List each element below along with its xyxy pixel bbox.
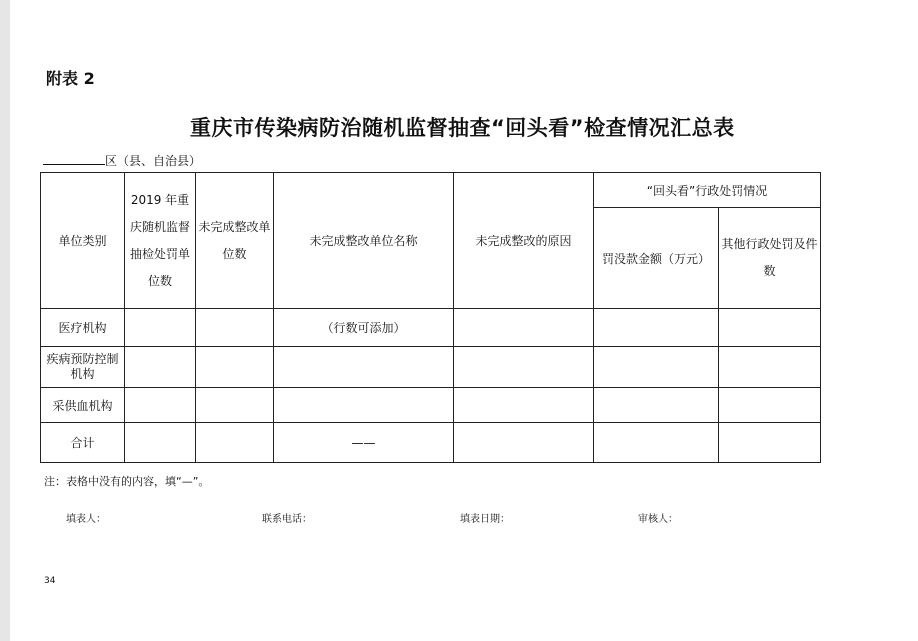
table-row	[41, 388, 821, 423]
page-title: 重庆市传染病防治随机监督抽查“回头看”检查情况汇总表	[190, 116, 735, 140]
row-fine	[594, 347, 719, 388]
page-gutter	[0, 0, 10, 641]
row-reason	[454, 423, 594, 463]
signature-reviewer: 审核人：	[638, 514, 678, 525]
header-incomplete-names: 未完成整改单位名称	[274, 173, 454, 309]
table-row-total	[41, 423, 821, 463]
row-reason	[454, 347, 594, 388]
row-category: 疾病预防控制机构	[41, 347, 125, 388]
signature-date: 填表日期：	[460, 514, 510, 525]
header-other-penalty: 其他行政处罚及件数	[719, 208, 821, 309]
row-fine	[594, 388, 719, 423]
header-incomplete-reason: 未完成整改的原因	[454, 173, 594, 309]
row-other	[719, 423, 821, 463]
row-category: 合计	[41, 423, 125, 463]
page-number: 34	[44, 576, 56, 586]
row-category: 医疗机构	[41, 309, 125, 347]
annex-label: 附表 2	[46, 69, 95, 88]
row-incomplete	[196, 309, 274, 347]
signature-filler: 填表人：	[66, 514, 106, 525]
table-row	[41, 347, 821, 388]
row-names	[274, 388, 454, 423]
row-names: ——	[274, 423, 454, 463]
row-fine	[594, 309, 719, 347]
row-incomplete	[196, 423, 274, 463]
row-other	[719, 347, 821, 388]
row-other	[719, 388, 821, 423]
header-unit-type: 单位类别	[41, 173, 125, 309]
row-category: 采供血机构	[41, 388, 125, 423]
row-count	[125, 309, 196, 347]
header-incomplete-count: 未完成整改单位数	[196, 173, 274, 309]
table-note: 注：表格中没有的内容，填“—”。	[44, 475, 210, 488]
summary-table	[40, 172, 821, 463]
row-names: （行数可添加）	[274, 309, 454, 347]
district-line	[43, 152, 201, 169]
signature-phone: 联系电话：	[262, 514, 312, 525]
row-incomplete	[196, 388, 274, 423]
header-spot-check-count: 2019 年重庆随机监督抽检处罚单位数	[125, 173, 196, 309]
row-names	[274, 347, 454, 388]
row-reason	[454, 388, 594, 423]
table-row	[41, 309, 821, 347]
row-reason	[454, 309, 594, 347]
header-fine-amount: 罚没款金额（万元）	[594, 208, 719, 309]
row-count	[125, 347, 196, 388]
row-incomplete	[196, 347, 274, 388]
row-count	[125, 423, 196, 463]
row-fine	[594, 423, 719, 463]
district-label: 区（县、自治县）	[105, 154, 202, 168]
header-penalty-group: “回头看”行政处罚情况	[594, 173, 821, 208]
district-blank	[43, 153, 105, 165]
row-count	[125, 388, 196, 423]
row-other	[719, 309, 821, 347]
